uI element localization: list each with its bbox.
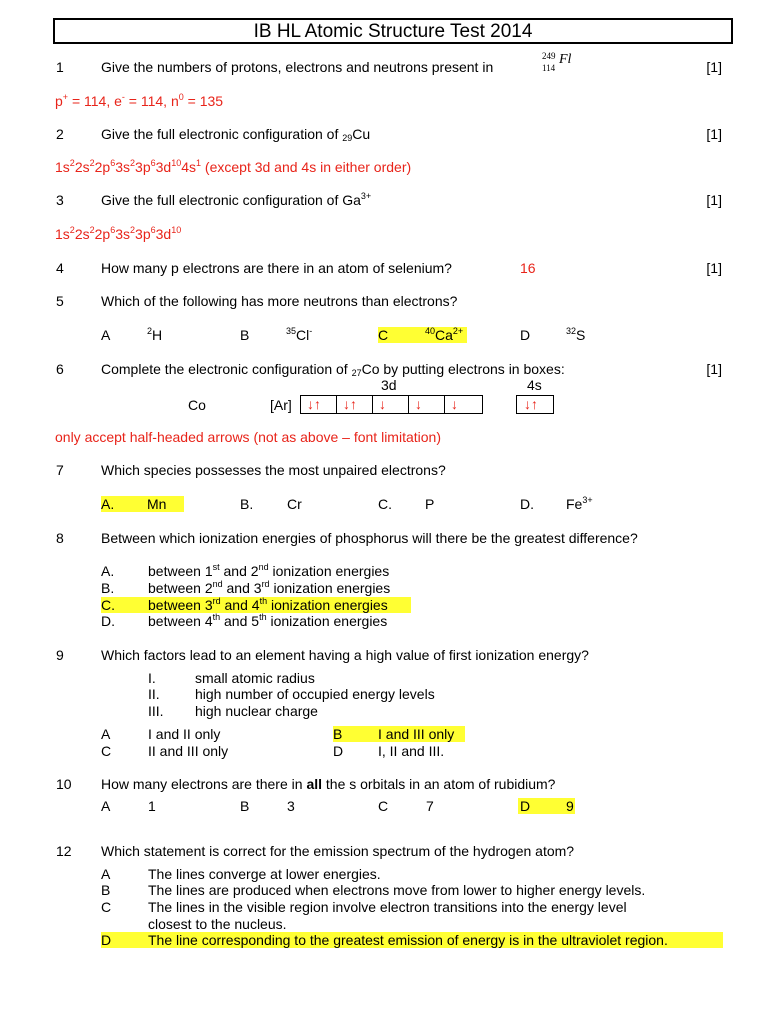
option-letter: D. — [520, 496, 534, 512]
option-a: 1 — [148, 798, 156, 814]
option-letter: A — [101, 866, 111, 882]
marks: [1] — [706, 192, 722, 208]
answer-q2: $1s^22s^22p^63s^23p^63d^{10}4s^1$ (except 3d and 4s in either order) — [55, 158, 412, 175]
option-c: II and III only — [148, 743, 229, 759]
option-letter: B — [101, 882, 111, 898]
option-a: $^2$H — [147, 326, 163, 343]
nuclide-mass: 249 — [542, 51, 556, 61]
question-text: Which species possesses the most unpaired electrons? — [101, 462, 446, 478]
orbital-box: ↓ — [451, 396, 458, 412]
option-b: 3 — [287, 798, 295, 814]
option-letter: C — [101, 899, 112, 915]
orbital-box: ↓↑ — [301, 396, 337, 413]
factor-numeral: I. — [148, 670, 156, 686]
marks: [1] — [706, 59, 722, 75]
option-letter: C — [101, 743, 112, 759]
question-text: Give the numbers of protons, electrons and neutrons present in — [101, 59, 494, 75]
nuclide-atomic-number: 114 — [542, 63, 556, 73]
question-number: 7 — [56, 462, 64, 478]
option-b: $^{35}$Cl- — [286, 326, 313, 343]
answer-note-q6: only accept half-headed arrows (not as above – font limitation) — [55, 429, 441, 445]
marks: [1] — [706, 361, 722, 377]
marks: [1] — [706, 260, 722, 276]
question-text: Which factors lead to an element having a high value of first ionization energy? — [101, 647, 589, 663]
option-b-highlighted: B I and III only — [333, 726, 465, 742]
option-letter: D — [333, 743, 344, 759]
page-title: IB HL Atomic Structure Test 2014 — [53, 18, 733, 44]
option-a-highlighted: A. Mn — [101, 496, 184, 512]
option-b: between 2nd and 3rd ionization energies — [148, 579, 391, 596]
option-d: $^{32}$S — [566, 326, 586, 343]
question-text: How many p electrons are there in an atom of selenium? — [101, 260, 452, 276]
orbital-box: ↓↑ — [337, 396, 373, 413]
question-text: Which statement is correct for the emission spectrum of the hydrogen atom? — [101, 843, 575, 859]
option-letter: B — [240, 327, 250, 343]
factor-text: high nuclear charge — [195, 703, 318, 719]
question-number: 9 — [56, 647, 64, 663]
question-number: 8 — [56, 530, 64, 546]
orbital-box: ↓ — [373, 396, 409, 413]
option-letter: C. — [378, 496, 392, 512]
question-text: Complete the electronic configuration of $_{27}$Co by putting electrons in boxes: — [101, 361, 565, 378]
option-letter: A — [101, 327, 111, 343]
answer-q1: p+ = 114, e- = 114, $n^0 = 135$ — [55, 92, 224, 109]
option-c-highlighted: C $^{40}Ca^{2+}$ — [378, 327, 467, 343]
option-letter: D — [520, 327, 531, 343]
question-number: 2 — [56, 126, 64, 142]
option-d: between 4th and 5th ionization energies — [148, 612, 388, 629]
orbital-box-4s: ↓↑ — [516, 395, 554, 414]
factor-text: high number of occupied energy levels — [195, 686, 435, 702]
option-letter: B. — [240, 496, 254, 512]
question-text: How many electrons are there in all the s orbitals in an atom of rubidium? — [101, 776, 556, 792]
answer-q4: 16 — [520, 260, 536, 276]
option-d: $Fe^{3+}$ — [566, 495, 593, 512]
option-c-continued: closest to the nucleus. — [148, 916, 287, 932]
option-d: I, II and III. — [378, 743, 445, 759]
option-letter: A — [101, 726, 111, 742]
option-d-highlighted: D 9 — [520, 798, 574, 814]
option-letter: C — [378, 798, 389, 814]
factor-text: small atomic radius — [195, 670, 315, 686]
question-number: 12 — [56, 843, 72, 859]
option-letter: A. — [101, 563, 115, 579]
option-a: between 1st and 2nd ionization energies — [148, 562, 390, 579]
option-d-highlighted: D The line corresponding to the greatest emission of energy is in the ultraviolet region. — [101, 932, 723, 948]
option-c: 7 — [426, 798, 434, 814]
option-letter: B. — [101, 580, 115, 596]
label-3d: 3d — [381, 377, 397, 393]
option-b: The lines are produced when electrons move from lower to higher energy levels. — [148, 882, 646, 898]
question-text: Give the full electronic configuration of $Ga^{3+}$ — [101, 191, 372, 208]
factor-numeral: II. — [148, 686, 160, 702]
orbital-box: ↓ — [409, 396, 445, 413]
question-number: 1 — [56, 59, 64, 75]
orbital-boxes-3d — [300, 395, 483, 414]
question-number: 10 — [56, 776, 72, 792]
core-label: [Ar] — [270, 397, 292, 413]
marks: [1] — [706, 126, 722, 142]
option-letter: D. — [101, 613, 115, 629]
question-text: Between which ionization energies of phosphorus will there be the greatest difference? — [101, 530, 638, 546]
question-number: 5 — [56, 293, 64, 309]
question-text: Give the full electronic configuration of $_{29}$Cu — [101, 126, 371, 143]
option-letter: C — [378, 327, 389, 343]
option-c-highlighted: C. between 3rd and 4th ionization energies — [101, 597, 411, 613]
question-number: 3 — [56, 192, 64, 208]
option-c: P — [425, 496, 435, 512]
nuclide-symbol: Fl — [559, 52, 572, 67]
option-letter: A — [101, 798, 111, 814]
option-a: I and II only — [148, 726, 221, 742]
factor-numeral: III. — [148, 703, 164, 719]
option-letter: B — [240, 798, 250, 814]
answer-q3: $1s^22s^22p^63s^23p^63d^{10}$ — [55, 225, 182, 242]
element-label: Co — [188, 397, 206, 413]
question-text: Which of the following has more neutrons than electrons? — [101, 293, 458, 309]
question-number: 4 — [56, 260, 64, 276]
option-b: Cr — [287, 496, 302, 512]
question-number: 6 — [56, 361, 64, 377]
option-c: The lines in the visible region involve electron transitions into the energy level — [148, 899, 627, 915]
label-4s: 4s — [527, 377, 542, 393]
option-a: The lines converge at lower energies. — [148, 866, 381, 882]
